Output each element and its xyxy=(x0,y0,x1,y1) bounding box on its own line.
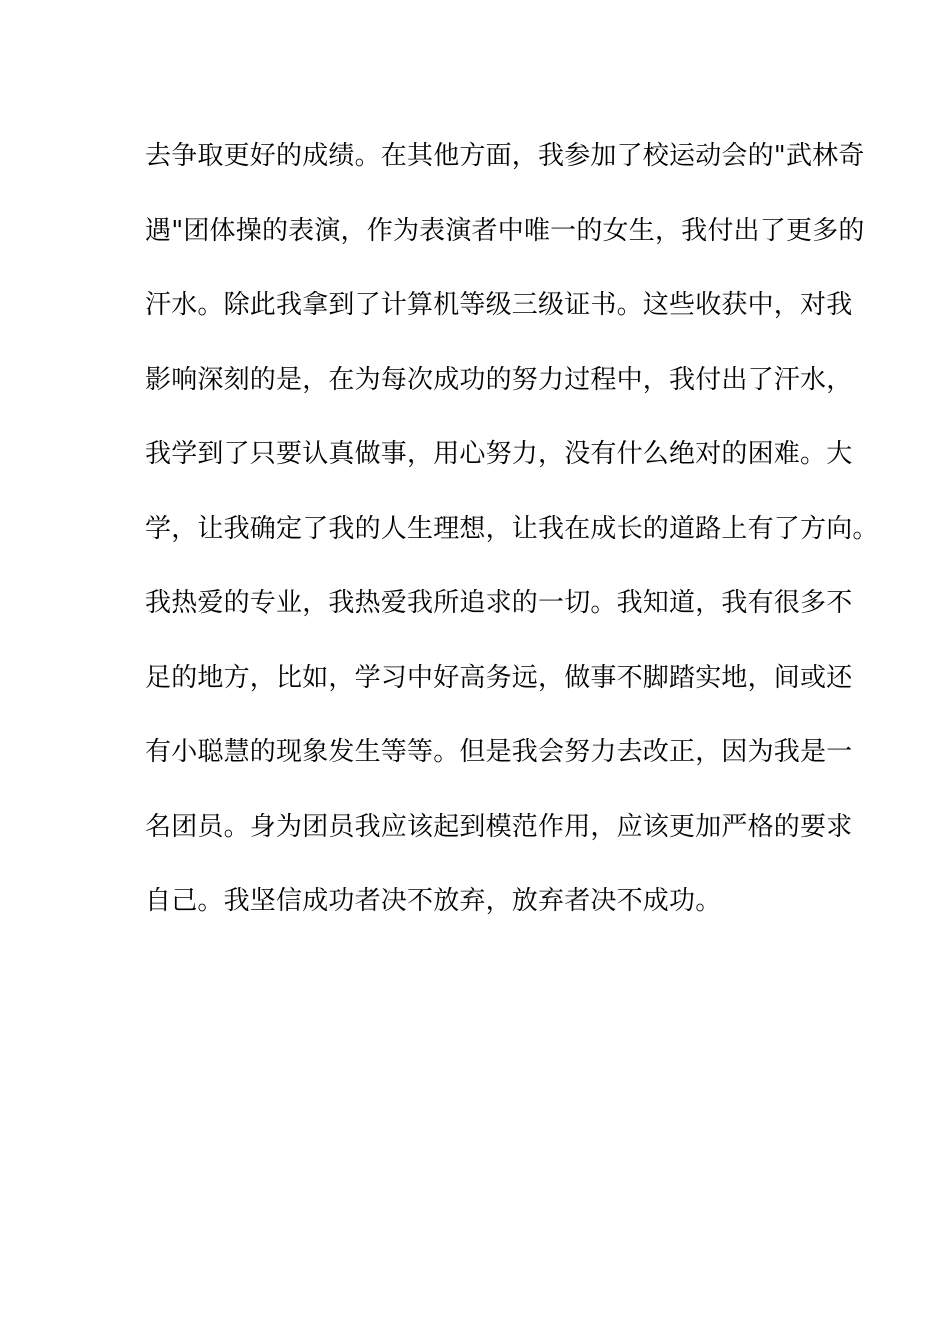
text-line-6: 学，让我确定了我的人生理想，让我在成长的道路上有了方向。 xyxy=(145,513,879,544)
text-line-3: 汗水。除此我拿到了计算机等级三级证书。这些收获中，对我 xyxy=(145,290,853,320)
body-paragraph xyxy=(145,133,879,953)
text-line-10: 名团员。身为团员我应该起到模范作用，应该更加严格的要求 xyxy=(145,811,853,842)
text-line-11: 自己。我坚信成功者决不放弃，放弃者决不成功。 xyxy=(145,886,722,916)
text-line-1: 去争取更好的成绩。在其他方面，我参加了校运动会的"武林奇 xyxy=(145,141,865,171)
text-line-7: 我热爱的专业，我热爱我所追求的一切。我知道，我有很多不 xyxy=(145,588,853,618)
text-line-4: 影响深刻的是，在为每次成功的努力过程中，我付出了汗水， xyxy=(145,364,853,395)
text-line-2: 遇"团体操的表演，作为表演者中唯一的女生，我付出了更多的 xyxy=(145,215,865,246)
text-line-5: 我学到了只要认真做事，用心努力，没有什么绝对的困难。大 xyxy=(145,439,853,469)
text-line-9: 有小聪慧的现象发生等等。但是我会努力去改正，因为我是一 xyxy=(145,737,853,767)
text-line-8: 足的地方，比如，学习中好高务远，做事不脚踏实地，间或还 xyxy=(145,662,853,693)
